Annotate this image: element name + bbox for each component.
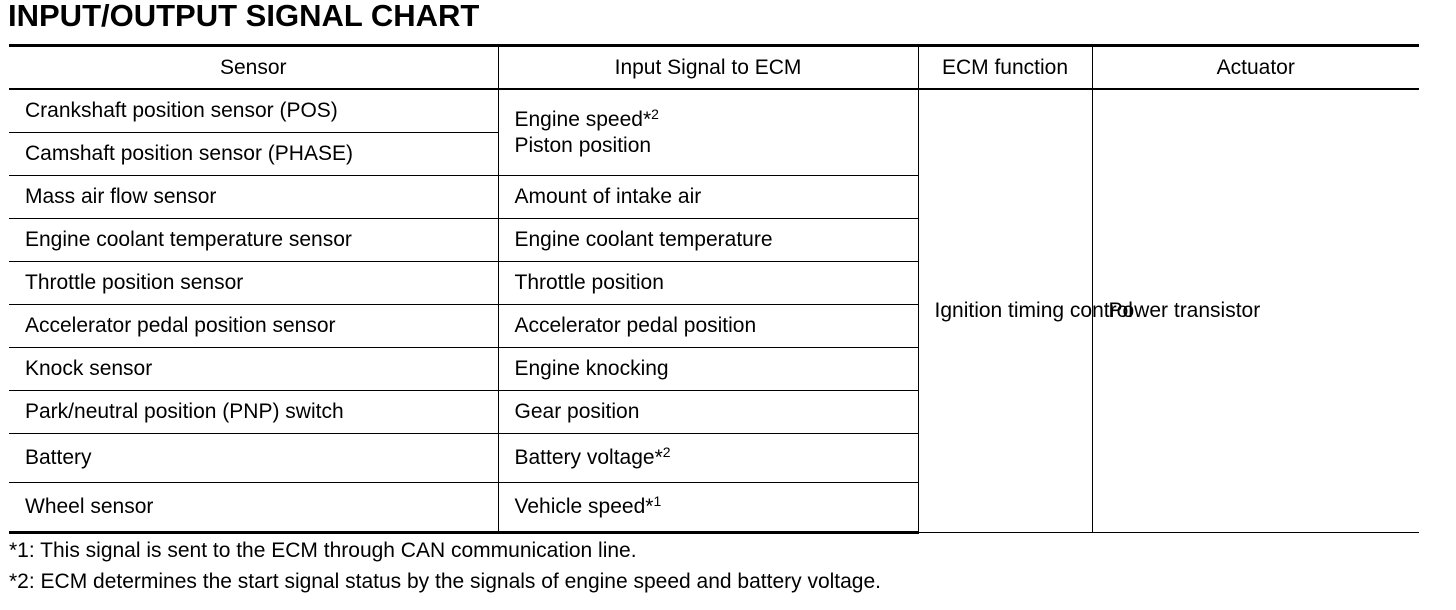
signal-cell: Engine coolant temperature [498,219,918,262]
signal-cell: Accelerator pedal position [498,305,918,348]
footnotes [9,537,881,599]
footnote-1: *1: This signal is sent to the ECM through CAN communication line. [9,539,637,562]
header-sensor: Sensor [9,46,498,90]
actuator-cell: Power transistor [1092,89,1419,533]
signal-cell: Throttle position [498,262,918,305]
sensor-cell: Battery [9,434,498,483]
footnote-ref: 2 [651,105,659,122]
signal-cell [498,483,918,533]
sensor-cell: Throttle position sensor [9,262,498,305]
sensor-cell: Crankshaft position sensor (POS) [9,89,498,133]
sensor-cell: Accelerator pedal position sensor [9,305,498,348]
signal-cell: Amount of intake air [498,176,918,219]
signal-text: Engine speed* [514,107,652,131]
footnote-ref: 2 [662,444,671,460]
table-row [9,89,1419,133]
table-header-row [9,46,1419,90]
sensor-cell: Mass air flow sensor [9,176,498,219]
signal-cell: Gear position [498,391,918,434]
sensor-cell: Camshaft position sensor (PHASE) [9,133,498,176]
footnote-ref: 1 [653,493,662,509]
signal-text: Vehicle speed* [514,495,654,518]
signal-text: Piston position [514,133,652,157]
sensor-cell: Knock sensor [9,348,498,391]
signal-text: Battery voltage* [514,446,663,469]
signal-cell [498,434,918,483]
signal-cell-engine-speed [498,89,918,176]
header-ecm-function: ECM function [918,46,1092,90]
header-actuator: Actuator [1092,46,1419,90]
signal-line-engine-speed [515,107,902,133]
sensor-cell: Wheel sensor [9,483,498,533]
header-input-signal: Input Signal to ECM [498,46,918,90]
signal-cell: Engine knocking [498,348,918,391]
ecm-function-cell: Ignition timing control [918,89,1092,533]
signal-chart-table [9,44,1419,534]
sensor-cell: Park/neutral position (PNP) switch [9,391,498,434]
footnote-2: *2: ECM determines the start signal status by the signals of engine speed and battery voltage. [9,570,882,593]
page-title: INPUT/OUTPUT SIGNAL CHART [8,0,480,33]
sensor-cell: Engine coolant temperature sensor [9,219,498,262]
